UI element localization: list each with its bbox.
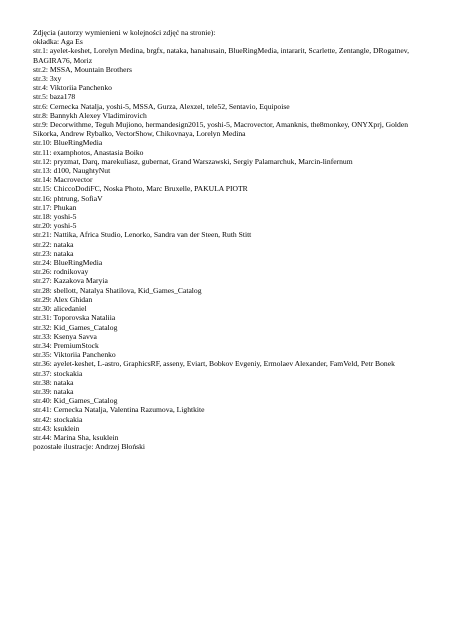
credit-line: str.44: Marina Sha, ksuklein [33,432,119,442]
credit-line: str.11: examphotos, Anastasia Boiko [33,147,144,157]
credit-line: str.16: phtrung, SofiaV [33,193,103,203]
credit-line: str.38: nataka [33,377,74,387]
credit-line: okładka: Aga Es [33,37,83,47]
credit-line: str.22: nataka [33,239,74,249]
credit-line: str.33: Ksenya Savva [33,331,97,341]
credit-line: str.4: Viktoriia Panchenko [33,83,112,93]
credit-line: str.9: Decorwithme, Teguh Mujiono, hermandesign2015, yoshi-5, Macrovector, Amanknis, the8monkey, ONYXprj, Golden Sikorka, Andrew Rybalko, VectorShow, Chikovnaya, Lorelyn Medina [33,120,408,139]
credit-line: str.18: yoshi-5 [33,212,77,222]
credit-line: str.6: Cernecka Natalja, yoshi-5, MSSA, Gurza, Alexzel, tele52, Sentavio, Equipoise [33,101,290,111]
credit-line: str.20: yoshi-5 [33,221,77,231]
credits-page [33,28,425,451]
credit-line: str.13: d100, NaughtyNut [33,166,111,176]
credit-line: str.27: Kazakova Maryia [33,276,108,286]
credits-list [33,37,425,451]
credit-line: str.1: ayelet-keshet, Lorelyn Medina, brgfx, nataka, hanahusain, BlueRingMedia, intararit, Scarlette, Zentangle, DRogatnev, BAGIRA76, Moriz [33,46,409,65]
credit-line: str.40: Kid_Games_Catalog [33,396,118,406]
credit-line: str.36: ayelet-keshet, L-astro, GraphicsRF, asseny, Eviart, Bobkov Evgeniy, Ermolaev Alexander, FamVeld, Petr Bonek [33,359,395,369]
credit-line: str.31: Toporovska Nataliia [33,313,116,323]
credit-line: str.26: rodnikovay [33,267,89,277]
credit-line: str.21: Nattika, Africa Studio, Lenorko, Sandra van der Steen, Ruth Stitt [33,230,252,240]
credit-line: str.29: Alex Ghidan [33,294,93,304]
credit-line: str.8: Bannykh Alexey Vladimirovich [33,110,147,120]
credit-line: str.28: sbellott, Natalya Shatilova, Kid_Games_Catalog [33,285,202,295]
credit-line: str.34: PremiumStock [33,340,99,350]
credit-line: str.24: BlueRingMedia [33,258,103,268]
credit-line: str.37: stockakia [33,368,83,378]
credit-line: pozostałe ilustracje: Andrzej Błoński [33,442,145,452]
credit-line: str.32: Kid_Games_Catalog [33,322,118,332]
credit-line: str.17: Phukan [33,202,77,212]
credit-line: str.41: Cernecka Natalja, Valentina Razumova, Lightkite [33,405,205,415]
credit-line: str.2: MSSA, Mountain Brothers [33,64,132,74]
credit-line: str.5: baza178 [33,92,76,102]
credit-line: str.39: nataka [33,386,74,396]
credit-line: str.30: alicedaniel [33,304,87,314]
credit-line: str.23: nataka [33,248,74,258]
credit-line: str.12: pryzmat, Darq, marekuliasz, gubernat, Grand Warszawski, Sergiy Palamarchuk, Marcin-linfernum [33,156,353,166]
credit-line: str.10: BlueRingMedia [33,138,103,148]
credit-line: str.14: Macrovector [33,175,93,185]
credit-line: str.15: ChiccoDodiFC, Noska Photo, Marc Bruxelle, PAKULA PIOTR [33,184,248,194]
credits-intro: Zdjęcia (autorzy wymienieni w kolejności zdjęć na stronie): [33,28,216,37]
credit-line: str.43: ksuklein [33,423,80,433]
credit-line: str.42: stockakia [33,414,83,424]
credit-line: str.3: 3xy [33,74,62,84]
credit-line: str.35: Viktoriia Panchenko [33,350,116,360]
